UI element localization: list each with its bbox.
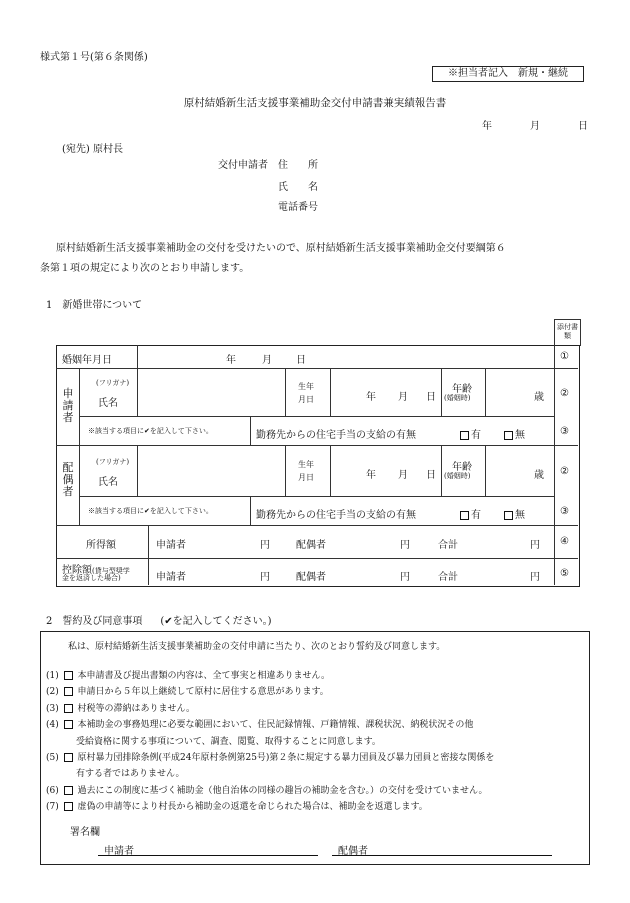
- name-label: 氏 名: [278, 182, 318, 193]
- applicant-check-note: ※該当する項目に✔を記入して下さい。: [88, 427, 213, 435]
- income-label: 所得額: [86, 540, 116, 551]
- applicant-age-label: 年齢: [452, 384, 472, 395]
- checkbox-icon[interactable]: [504, 431, 513, 440]
- applicant-age-sub: (婚姻時): [444, 394, 471, 402]
- checkbox-icon[interactable]: [460, 431, 469, 440]
- intro-line-2: 条第１項の規定により次のとおり申請します。: [40, 263, 250, 274]
- spouse-check-note: ※該当する項目に✔を記入して下さい。: [88, 507, 213, 515]
- applicant-housing-yes[interactable]: 有: [458, 426, 481, 441]
- applicant-birth-year: 年: [366, 392, 376, 403]
- spouse-birth-day: 日: [426, 470, 436, 481]
- spouse-housing-no[interactable]: 無: [502, 506, 525, 521]
- applicant-birth-label: 生年月日: [298, 382, 314, 404]
- applicant-housing-no[interactable]: 無: [502, 426, 525, 441]
- marriage-date-year: 年: [226, 355, 236, 366]
- income-spouse-yen: 円: [400, 540, 410, 551]
- sig-spouse-line[interactable]: [332, 855, 552, 856]
- pledge-item: (7) 虚偽の申請等により村長から補助金の返還を命じられた場合は、補助金を返還します。: [46, 802, 428, 813]
- spouse-age-label: 年齢: [452, 462, 472, 473]
- applicant-housing-label: 勤務先からの住宅手当の支給の有無: [256, 430, 416, 441]
- pledge-item: (5) 原村暴力団排除条例(平成24年原村条例第25号)第２条に規定する暴力団員及び暴力団員と密接な関係を: [46, 753, 495, 764]
- staff-use-box: ※担当者記入 新規・継続: [432, 66, 584, 82]
- section1-heading: 1 新婚世帯について: [46, 300, 143, 311]
- phone-label: 電話番号: [278, 202, 318, 213]
- checkbox-icon[interactable]: [64, 753, 73, 762]
- attach-mark: ④: [560, 536, 569, 547]
- addressee: (宛先) 原村長: [62, 144, 123, 155]
- checkbox-icon[interactable]: [64, 687, 73, 696]
- pledge-item: (2) 申請日から５年以上継続して原村に居住する意思があります。: [46, 687, 329, 698]
- applicant-block-label: 交付申請者: [218, 160, 268, 171]
- checkbox-icon[interactable]: [460, 511, 469, 520]
- income-applicant-label: 申請者: [156, 540, 186, 551]
- spouse-age-sub: (婚姻時): [444, 472, 471, 480]
- applicant-group-label: 申請者: [62, 387, 74, 424]
- income-total-yen: 円: [530, 540, 540, 551]
- checkbox-icon[interactable]: [504, 511, 513, 520]
- attach-mark: ②: [560, 466, 569, 477]
- marriage-date-day: 日: [296, 355, 306, 366]
- attach-mark: ②: [560, 388, 569, 399]
- signature-label: 署名欄: [70, 827, 100, 838]
- checkbox-icon[interactable]: [64, 802, 73, 811]
- checkbox-icon[interactable]: [64, 786, 73, 795]
- deduction-label: 控除額(貸与型奨学: [62, 565, 130, 576]
- deduction-note: 金を返済した場合): [62, 574, 121, 582]
- spouse-birth-label: 生年月日: [298, 460, 314, 482]
- attach-header-cell: [554, 319, 581, 346]
- form-number: 様式第１号(第６条関係): [40, 52, 148, 63]
- spouse-group-label: 配偶者: [62, 461, 74, 498]
- spouse-name-label: 氏名: [98, 477, 118, 488]
- attach-mark: ①: [560, 351, 569, 362]
- sig-applicant-line[interactable]: [98, 855, 318, 856]
- attach-mark: ⑤: [560, 568, 569, 579]
- pledge-item: (1) 本申請書及び提出書類の内容は、全て事実と相違ありません。: [46, 671, 331, 681]
- applicant-name-label: 氏名: [98, 398, 118, 409]
- address-label: 住 所: [278, 160, 318, 171]
- deduction-total-label: 合計: [438, 572, 458, 583]
- pledge-item: (4) 本補助金の事務処理に必要な範囲において、住民記録情報、戸籍情報、課税状況、納税状況その他: [46, 720, 474, 731]
- deduction-applicant-label: 申請者: [156, 572, 186, 583]
- spouse-birth-year: 年: [366, 470, 376, 481]
- section2-heading: 2 誓約及び同意事項 (✔を記入してください。): [46, 616, 272, 627]
- deduction-applicant-yen: 円: [260, 572, 270, 583]
- checkbox-icon[interactable]: [64, 704, 73, 713]
- deduction-spouse-yen: 円: [400, 572, 410, 583]
- attach-header-text: 添付書類: [557, 323, 578, 340]
- spouse-housing-label: 勤務先からの住宅手当の支給の有無: [256, 510, 416, 521]
- income-spouse-label: 配偶者: [296, 540, 326, 551]
- sig-applicant-label: 申請者: [104, 846, 134, 857]
- checkbox-icon[interactable]: [64, 671, 73, 680]
- pledge-list: [46, 668, 494, 816]
- income-total-label: 合計: [438, 540, 458, 551]
- income-applicant-yen: 円: [260, 540, 270, 551]
- sig-spouse-label: 配偶者: [338, 846, 368, 857]
- attach-mark: ③: [560, 426, 569, 437]
- date-year-label: 年: [482, 121, 492, 132]
- document-title: 原村結婚新生活支援事業補助金交付申請書兼実績報告書: [183, 97, 447, 109]
- applicant-birth-month: 月: [398, 392, 408, 403]
- spouse-age-unit: 歳: [534, 470, 544, 481]
- deduction-spouse-label: 配偶者: [296, 572, 326, 583]
- spouse-birth-month: 月: [398, 470, 408, 481]
- applicant-furigana-label: (フリガナ): [96, 379, 130, 387]
- spouse-furigana-label: (フリガナ): [96, 458, 130, 466]
- applicant-birth-day: 日: [426, 392, 436, 403]
- intro-line-1: 原村結婚新生活支援事業補助金の交付を受けたいので、原村結婚新生活支援事業補助金交付要綱第６: [56, 243, 506, 254]
- date-day-label: 日: [578, 121, 588, 132]
- pledge-item-continued: 受給資格に関する事項について、調査、閲覧、取得することに同意します。: [76, 736, 381, 747]
- pledge-item: (6) 過去にこの制度に基づく補助金（他自治体の同様の趣旨の補助金を含む。）の交付を受けていません。: [46, 785, 488, 796]
- deduction-total-yen: 円: [530, 572, 540, 583]
- marriage-date-label: 婚姻年月日: [62, 355, 112, 366]
- date-month-label: 月: [530, 121, 540, 132]
- pledge-lead: 私は、原村結婚新生活支援事業補助金の交付申請に当たり、次のとおり誓約及び同意します。: [68, 642, 446, 652]
- attach-mark: ③: [560, 506, 569, 517]
- pledge-item-continued: 有する者ではありません。: [76, 769, 185, 780]
- applicant-age-unit: 歳: [534, 392, 544, 403]
- spouse-housing-yes[interactable]: 有: [458, 506, 481, 521]
- pledge-item: (3) 村税等の滞納はありません。: [46, 703, 196, 714]
- checkbox-icon[interactable]: [64, 720, 73, 729]
- marriage-date-month: 月: [262, 355, 272, 366]
